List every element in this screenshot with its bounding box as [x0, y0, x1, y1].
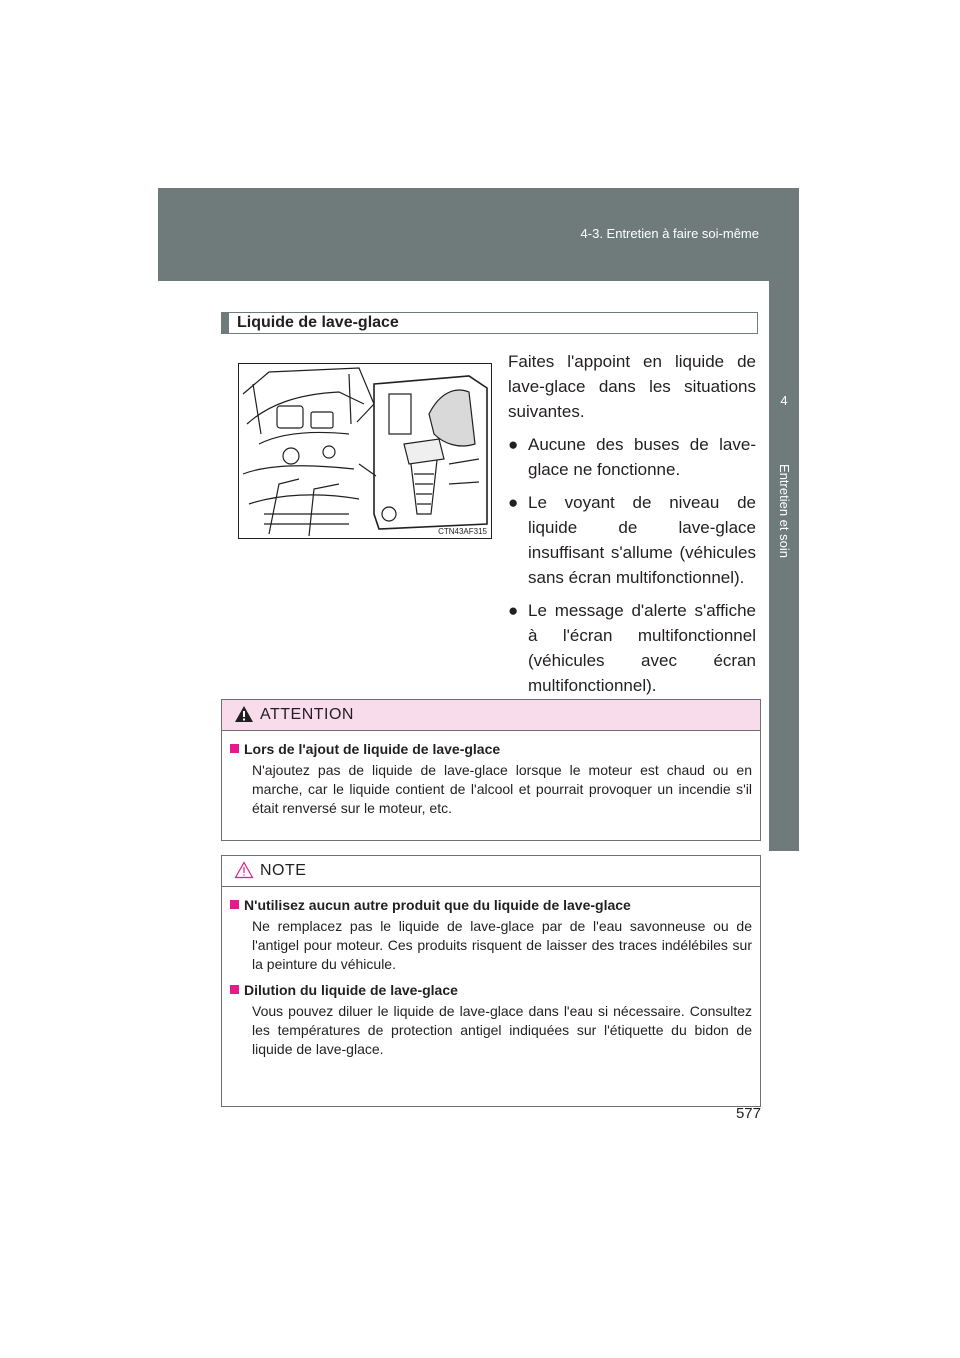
bullet-item [508, 598, 756, 698]
square-bullet-icon [230, 985, 239, 994]
chapter-number: 4 [780, 393, 788, 408]
attention-item-heading [230, 741, 752, 757]
section-breadcrumb: 4-3. Entretien à faire soi-même [580, 226, 759, 241]
bullet-text: Aucune des buses de lave-glace ne fonctionne. [528, 435, 756, 479]
square-bullet-icon [230, 744, 239, 753]
caution-icon [234, 861, 254, 879]
note-item-heading-text: Dilution du liquide de lave-glace [244, 982, 458, 998]
note-item-body: Vous pouvez diluer le liquide de lave-glace dans l'eau si nécessaire. Consultez les températures de protection antigel indiquées sur l'étiquette du bidon de liquide de lave-glace. [252, 1003, 752, 1057]
page-number: 577 [735, 1105, 761, 1122]
bullet-item [508, 490, 756, 590]
bullet-text: Le message d'alerte s'affiche à l'écran multifonctionnel (véhicules avec écran multifonctionnel). [528, 601, 756, 695]
chapter-label: Entretien et soin [777, 464, 792, 558]
note-header [222, 856, 760, 887]
engine-bay-drawing [239, 364, 491, 538]
figure-code: CTN43AF315 [438, 527, 487, 536]
engine-washer-illustration [238, 363, 492, 539]
bullet-dot-icon: ● [508, 493, 519, 512]
attention-box [221, 699, 761, 841]
attention-content [222, 731, 760, 818]
warning-icon [234, 705, 254, 723]
square-bullet-icon [230, 900, 239, 909]
attention-item-heading-text: Lors de l'ajout de liquide de lave-glace [244, 741, 501, 757]
note-item-heading-text: N'utilisez aucun autre produit que du liquide de lave-glace [244, 897, 631, 913]
note-box [221, 855, 761, 1107]
attention-title: ATTENTION [260, 706, 354, 723]
chapter-tab [769, 281, 799, 851]
intro-text: Faites l'appoint en liquide de lave-glace dans les situations suivantes. [508, 352, 756, 421]
note-title: NOTE [260, 862, 307, 879]
attention-item-body: N'ajoutez pas de liquide de lave-glace lorsque le moteur est chaud ou en marche, car le liquide contient de l'alcool et pourrait provoquer un incendie s'il était renversé sur le moteur, etc. [252, 762, 752, 816]
instructions [508, 349, 756, 698]
section-title: Liquide de lave-glace [221, 312, 758, 334]
bullet-item [508, 432, 756, 482]
header-band [158, 188, 799, 281]
bullet-dot-icon: ● [508, 435, 519, 454]
note-content [222, 887, 760, 1059]
note-item-body: Ne remplacez pas le liquide de lave-glace par de l'eau savonneuse ou de l'antigel pour moteur. Ces produits risquent de laisser des traces indélébiles sur la peinture du véhicule. [252, 918, 752, 972]
note-item-heading [230, 897, 752, 913]
attention-header [222, 700, 760, 731]
bullet-text: Le voyant de niveau de liquide de lave-glace insuffisant s'allume (véhicules sans écran multifonctionnel). [528, 493, 756, 587]
note-item-heading [230, 982, 752, 998]
bullet-dot-icon: ● [508, 601, 519, 620]
